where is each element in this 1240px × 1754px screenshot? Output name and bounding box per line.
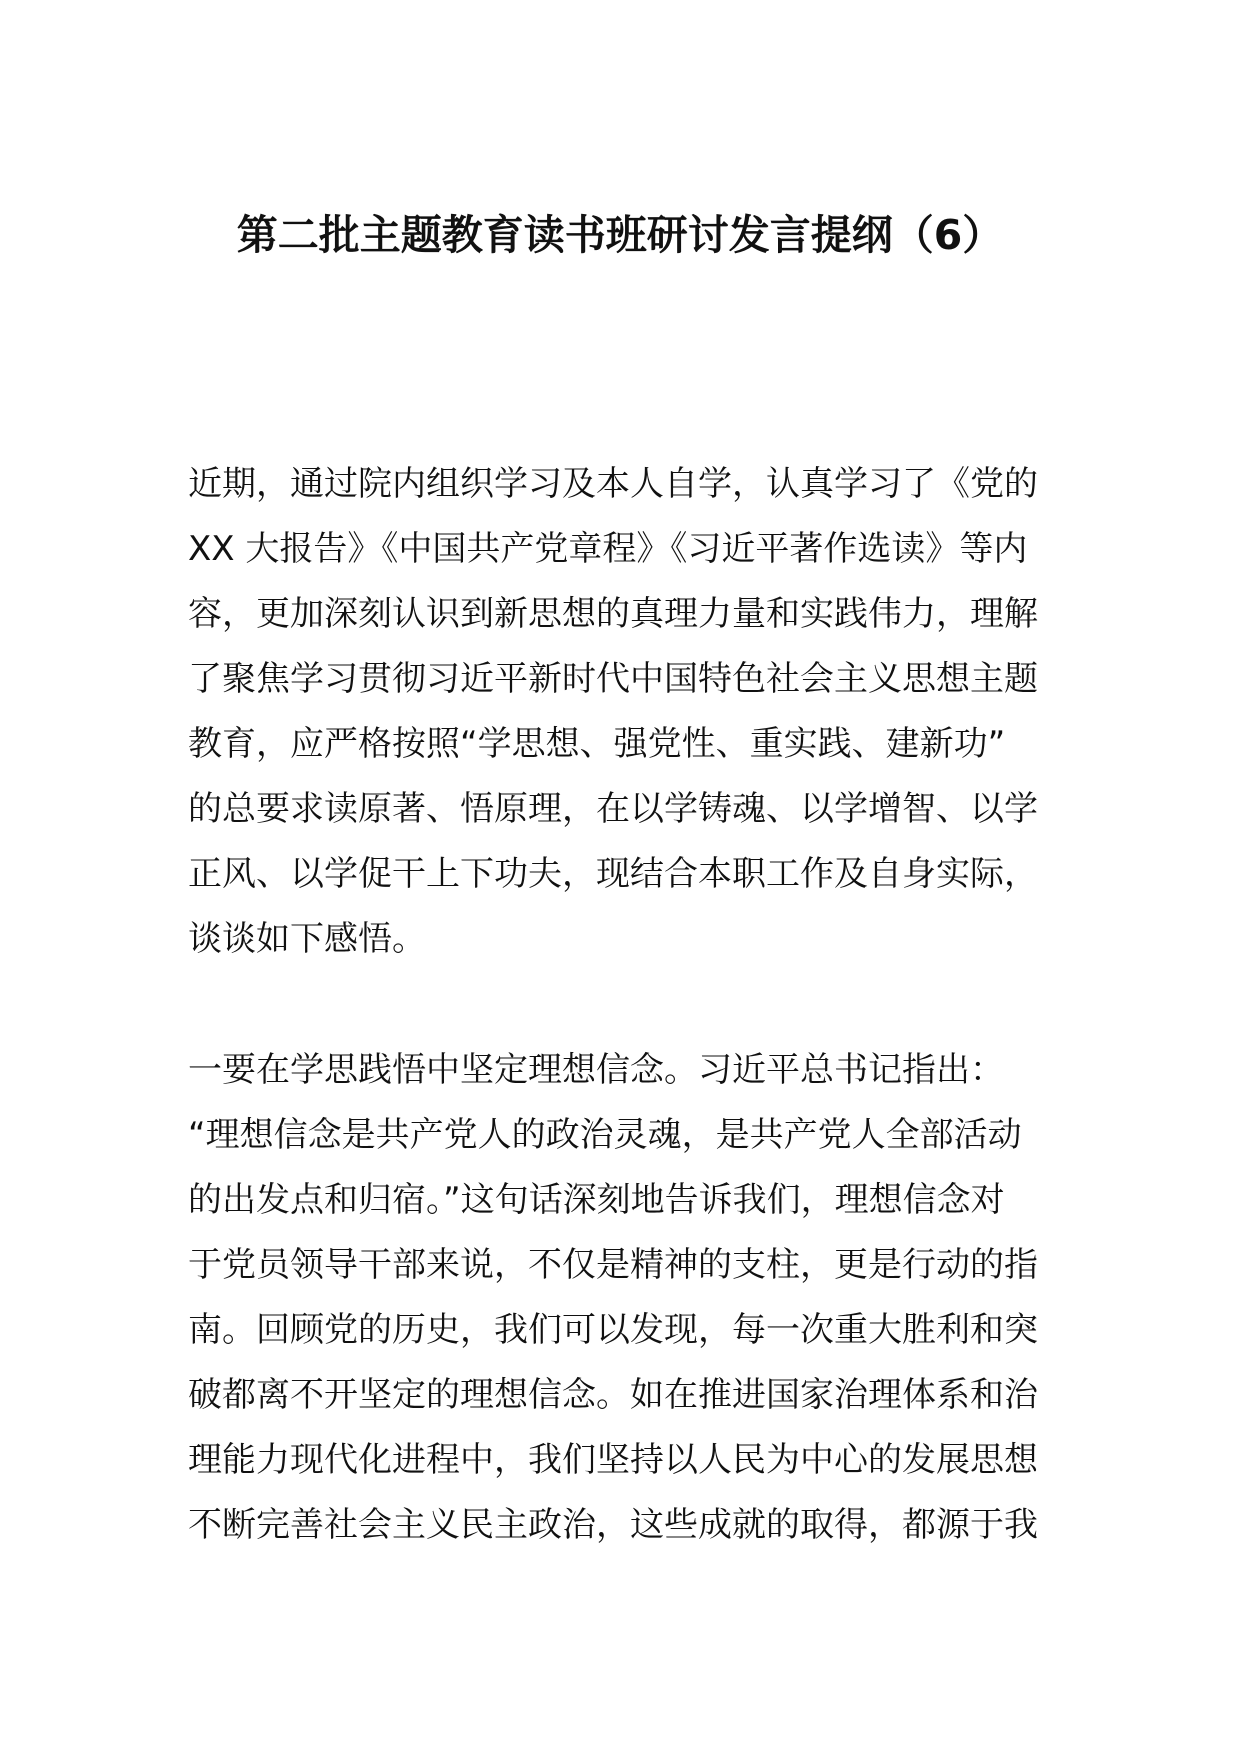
paragraph-1 bbox=[188, 452, 1058, 972]
paragraph-line: 一要在学思践悟中坚定理想信念。习近平总书记指出： bbox=[188, 1050, 1004, 1090]
paragraph-line: “理想信念是共产党人的政治灵魂，是共产党人全部活动 bbox=[188, 1115, 1022, 1155]
paragraph-line: 的总要求读原著、悟原理，在以学铸魂、以学增智、以学 bbox=[188, 789, 1038, 829]
paragraph-line: 理能力现代化进程中，我们坚持以人民为中心的发展思想 bbox=[188, 1440, 1038, 1480]
paragraph-line: 于党员领导干部来说，不仅是精神的支柱，更是行动的指 bbox=[188, 1245, 1038, 1285]
paragraph-2 bbox=[188, 1038, 1058, 1558]
paragraph-line: 谈谈如下感悟。 bbox=[188, 919, 426, 959]
paragraph-line: 容，更加深刻认识到新思想的真理力量和实践伟力，理解 bbox=[188, 594, 1038, 634]
paragraph-line: 教育，应严格按照“学思想、强党性、重实践、建新功” bbox=[188, 724, 1006, 764]
paragraph-line: XX 大报告》《中国共产党章程》《习近平著作选读》等内 bbox=[188, 529, 1028, 569]
paragraph-line: 了聚焦学习贯彻习近平新时代中国特色社会主义思想主题 bbox=[188, 659, 1038, 699]
paragraph-line: 破都离不开坚定的理想信念。如在推进国家治理体系和治 bbox=[188, 1375, 1038, 1415]
paragraph-line: 的出发点和归宿。”这句话深刻地告诉我们，理想信念对 bbox=[188, 1180, 1005, 1220]
paragraph-line: 南。回顾党的历史，我们可以发现，每一次重大胜利和突 bbox=[188, 1310, 1038, 1350]
paragraph-line: 正风、以学促干上下功夫，现结合本职工作及自身实际， bbox=[188, 854, 1038, 894]
paragraph-line: 近期，通过院内组织学习及本人自学，认真学习了《党的 bbox=[188, 464, 1038, 504]
paragraph-line: 不断完善社会主义民主政治，这些成就的取得，都源于我 bbox=[188, 1505, 1038, 1545]
document-title: 第二批主题教育读书班研讨发言提纲（6） bbox=[236, 211, 1004, 259]
